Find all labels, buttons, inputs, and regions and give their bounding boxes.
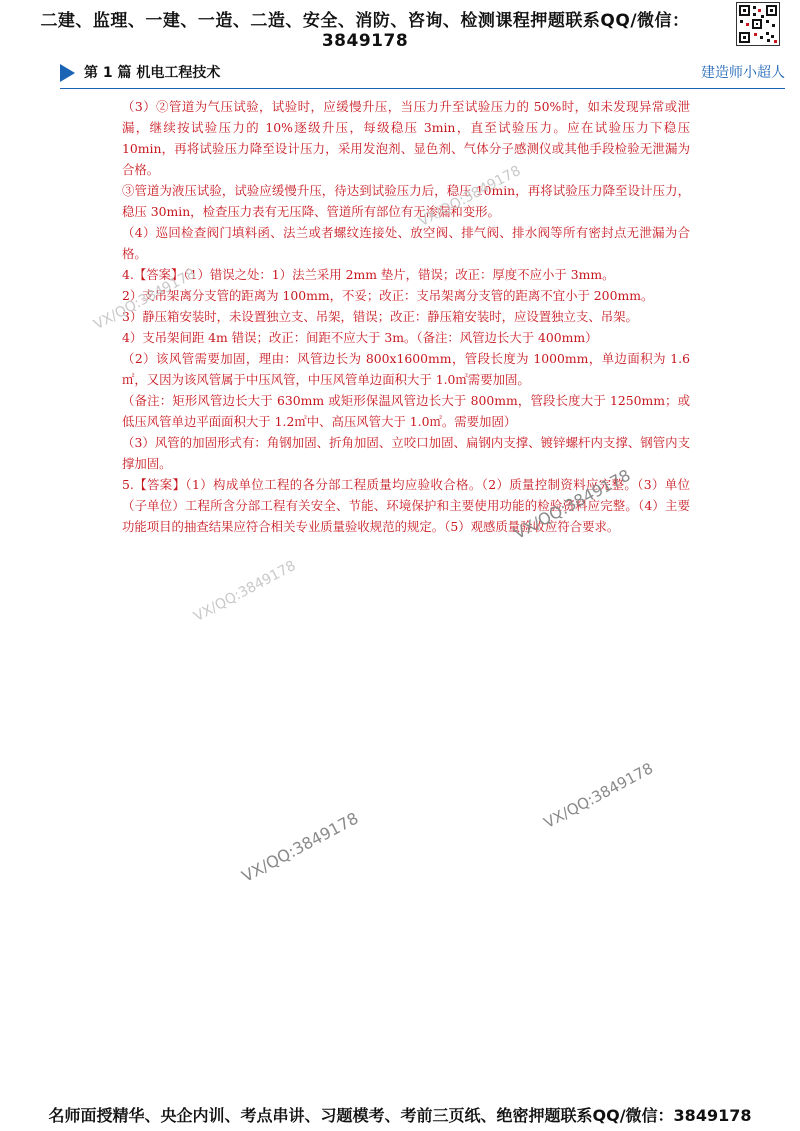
paragraph: 5.【答案】（1）构成单位工程的各分部工程质量均应验收合格。（2）质量控制资料应完整。（3）单位（子单位）工程所含分部工程有关安全、节能、环境保护和主要使用功能的检验资料应完整。（4）主要功能项目的抽查结果应符合相关专业质量验收规范的规定。（5）观感质量验收应符合要求。 [122, 477, 690, 534]
paragraph: 4.【答案】（1）错误之处：1）法兰采用 2mm 垫片，错误；改正：厚度不应小于 3mm。 [122, 267, 615, 282]
watermark: VX/QQ:3849178 [510, 465, 634, 543]
watermark: VX/QQ:3849178 [540, 759, 657, 832]
paragraph: 2）支吊架离分支管的距离为 100mm，不妥；改正：支吊架离分支管的距离不宜小于 200mm。 [122, 288, 654, 303]
qr-code-icon [736, 2, 780, 46]
paragraph: （3）②管道为气压试验，试验时，应缓慢升压，当压力升至试验压力的 50%时，如未发现异常或泄漏，继续按试验压力的 10%逐级升压，每级稳压 3min，直至试验压力。应在试验压力下稳压 10min，再将试验压力降至设计压力，采用发泡剂、显色剂、气体分子感测仪或其他手段检验无泄漏为合格。 [122, 99, 690, 177]
paragraph: 3）静压箱安装时，未设置独立支、吊架，错误；改正：静压箱安装时，应设置独立支、吊架。 [122, 309, 638, 324]
brand-name: 建造师小超人 [701, 65, 785, 81]
watermark: VX/QQ:3849178 [416, 162, 524, 231]
play-arrow-icon [60, 64, 75, 82]
header-divider [60, 88, 785, 89]
paragraph: （2）该风管需要加固，理由：风管边长为 800x1600mm，管段长度为 1000mm，单边面积为 1.6㎡，又因为该风管属于中压风管，中压风管单边面积大于 1.0㎡需要加固。 [122, 351, 690, 387]
watermark: VX/QQ:3849178 [238, 808, 362, 886]
paragraph: 4）支吊架间距 4m 错误；改正：间距不应大于 3m。（备注：风管边长大于 400mm） [122, 330, 598, 345]
top-banner: 二建、监理、一建、一造、二造、安全、消防、咨询、检测课程押题联系QQ/微信：3849178 [40, 11, 690, 51]
paragraph: （4）巡回检查阀门填料函、法兰或者螺纹连接处、放空阀、排气阀、排水阀等所有密封点无泄漏为合格。 [122, 225, 690, 261]
watermark: VX/QQ:3849178 [91, 265, 199, 334]
answer-body [122, 96, 690, 537]
paragraph: （备注：矩形风管边长大于 630mm 或矩形保温风管边长大于 800mm，管段长度大于 1250mm；或低压风管单边平面面积大于 1.2㎡中、高压风管大于 1.0㎡。需要加固） [122, 393, 690, 429]
watermark: VX/QQ:3849178 [191, 557, 299, 626]
section-title: 第 1 篇 机电工程技术 [84, 65, 221, 81]
paragraph: （3）风管的加固形式有：角钢加固、折角加固、立咬口加固、扁钢内支撑、镀锌螺杆内支撑、钢管内支撑加固。 [122, 435, 690, 471]
paragraph: ③管道为液压试验，试验应缓慢升压，待达到试验压力后，稳压 10min，再将试验压力降至设计压力，稳压 30min，检查压力表有无压降、管道所有部位有无渗漏和变形。 [122, 183, 690, 219]
page-header [60, 62, 785, 86]
bottom-banner: 名师面授精华、央企内训、考点串讲、习题模考、考前三页纸、绝密押题联系QQ/微信：3849178 [48, 1106, 752, 1125]
